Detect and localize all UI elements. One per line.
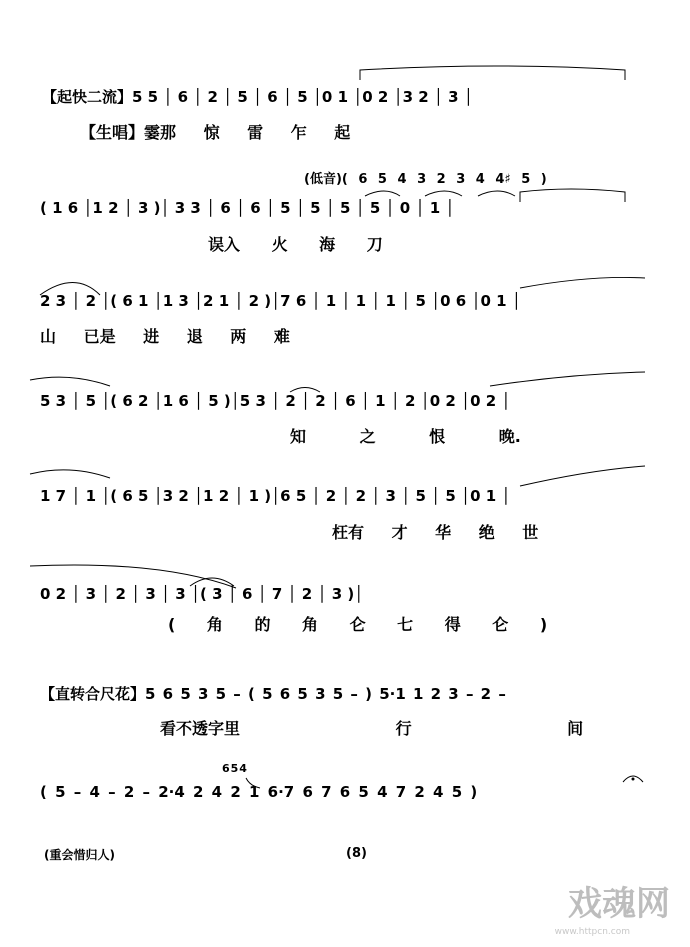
notation-line: 【起快二流】5 5 │ 6 │ 2 │ 5 │ 6 │ 5 │0 1 │0 2 │3 2 │ 3 │ <box>42 88 473 106</box>
notation-line: 1 7 │ 1 │( 6 5 │3 2 │1 2 │ 1 )│6 5 │ 2 │ 2 │ 3 │ 5 │ 5 │0 1 │ <box>40 487 511 505</box>
lyric-line: 山 已是 进 退 两 难 <box>40 327 290 346</box>
lyric-line: 知 之 恨 晚. <box>290 427 521 446</box>
watermark-url: www.httpcn.com <box>554 927 630 937</box>
footer-title: (重会惜归人) <box>44 848 115 862</box>
lyric-line: 【生唱】霎那 惊 雷 乍 起 <box>80 123 351 142</box>
notation-line: 0 2 │ 3 │ 2 │ 3 │ 3 │( 3 │ 6 │ 7 │ 2 │ 3 )│ <box>40 585 364 603</box>
notation-line: ( 5 – 4 – 2 – 2·4 2 4 2 1 6·7 6 7 6 5 4 7 2 4 5 ) <box>40 783 478 801</box>
lyric-line: 枉有 才 华 绝 世 <box>332 523 539 542</box>
grace-notes: 654 <box>222 762 248 775</box>
watermark-logo: 戏魂网 <box>568 884 670 924</box>
notation-line: ( 1 6 │1 2 │ 3 )│ 3 3 │ 6 │ 6 │ 5 │ 5 │ 5 │ 5 │ 0 │ 1 │ <box>40 199 455 217</box>
lyric-line: ( 角 的 角 仑 七 得 仑 ) <box>168 615 548 634</box>
page-number: (8) <box>346 846 367 861</box>
notation-line: 5 3 │ 5 │( 6 2 │1 6 │ 5 )│5 3 │ 2 │ 2 │ 6 │ 1 │ 2 │0 2 │0 2 │ <box>40 392 511 410</box>
bass-prefix: (低音)( 6 5 4 3 2 3 4 4♯ 5 ) <box>304 172 547 187</box>
lyric-line: 误入 火 海 刀 <box>208 235 383 254</box>
notation-line: 【直转合尺花】5 6 5 3 5 – ( 5 6 5 3 5 – ) 5·1 1 2 3 – 2 – <box>40 685 506 703</box>
lyric-line: 看不透字里 行 间 <box>160 719 584 738</box>
notation-line: 2 3 │ 2 │( 6 1 │1 3 │2 1 │ 2 )│7 6 │ 1 │ 1 │ 1 │ 5 │0 6 │0 1 │ <box>40 292 521 310</box>
